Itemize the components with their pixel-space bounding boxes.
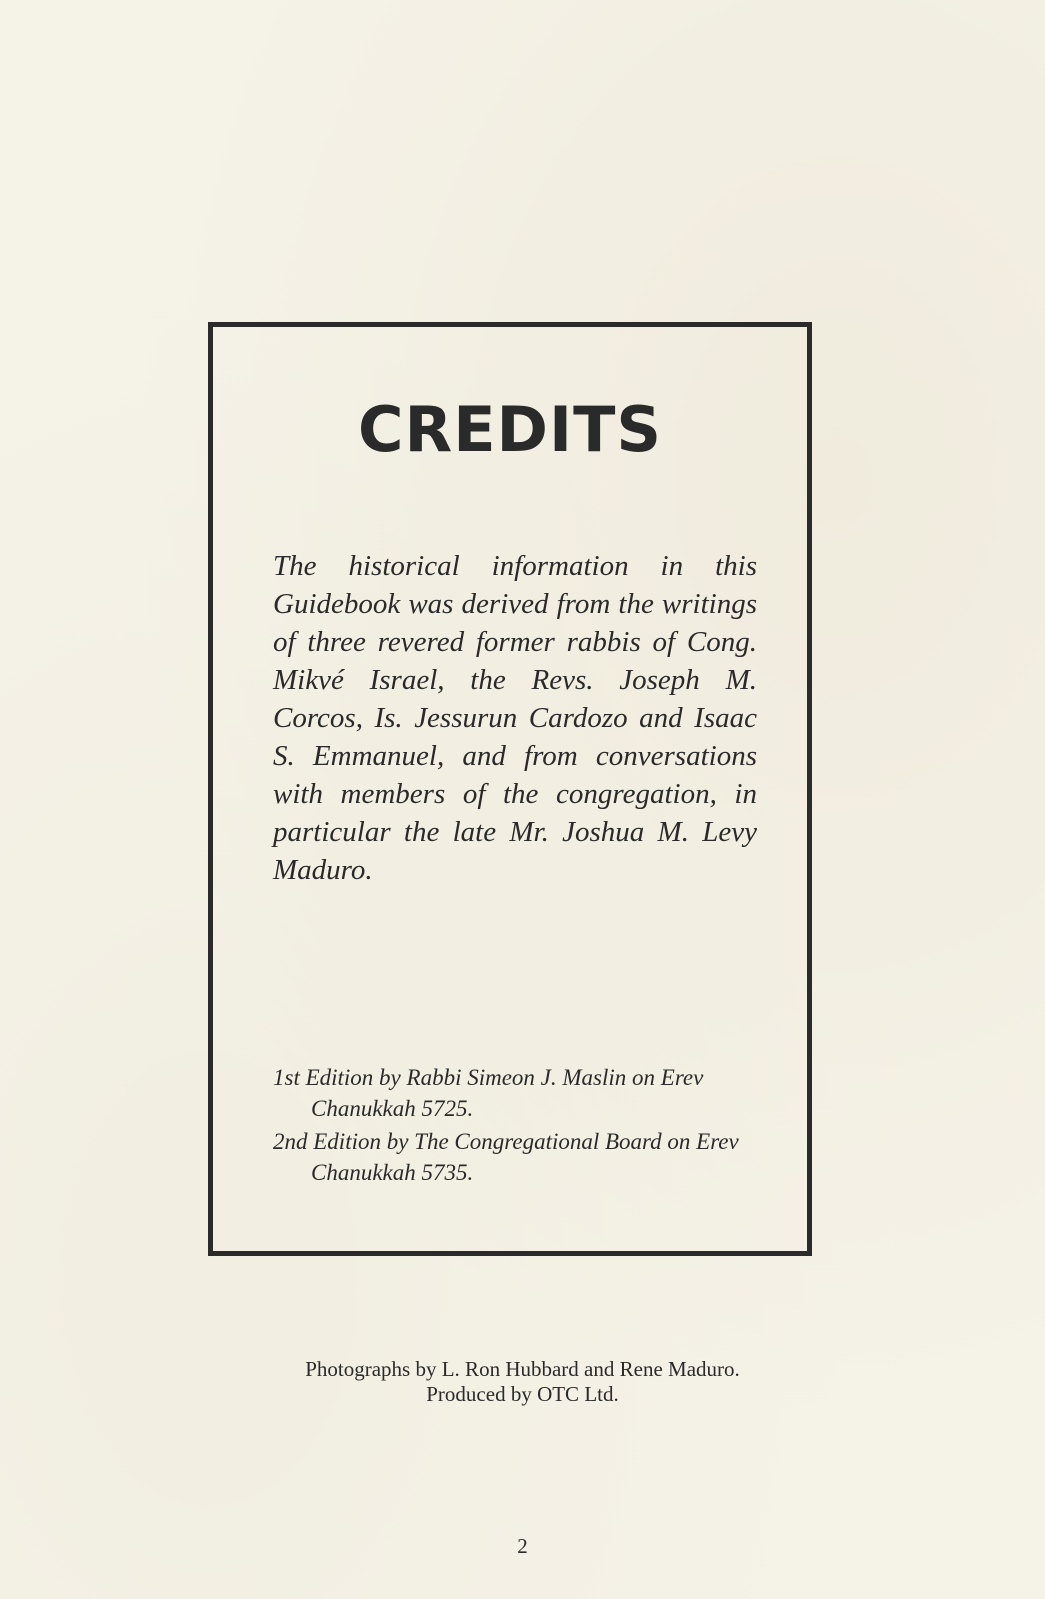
editions-list [273,1062,757,1190]
credits-frame [208,322,812,1256]
credits-body-paragraph: The historical information in this Guidebook was derived from the writings of three revered former rabbis of Cong. Mikvé Israel, the Revs. Joseph M. Corcos, Is. Jessurun Cardozo and Isaac S. Emmanuel, and from conversations with members of the congregation, in particular the late Mr. Joshua M. Levy Maduro. [273,550,757,886]
edition-second: 2nd Edition by The Congregational Board on Erev Chanukkah 5735. [273,1129,739,1185]
producer-credit: Produced by OTC Ltd. [426,1382,619,1406]
photographs-credit: Photographs by L. Ron Hubbard and Rene Maduro. [305,1357,740,1381]
footer-credits [0,1357,1045,1407]
credits-title: CREDITS [357,393,663,466]
edition-first: 1st Edition by Rabbi Simeon J. Maslin on Erev Chanukkah 5725. [273,1065,704,1121]
page-number: 2 [517,1534,528,1558]
